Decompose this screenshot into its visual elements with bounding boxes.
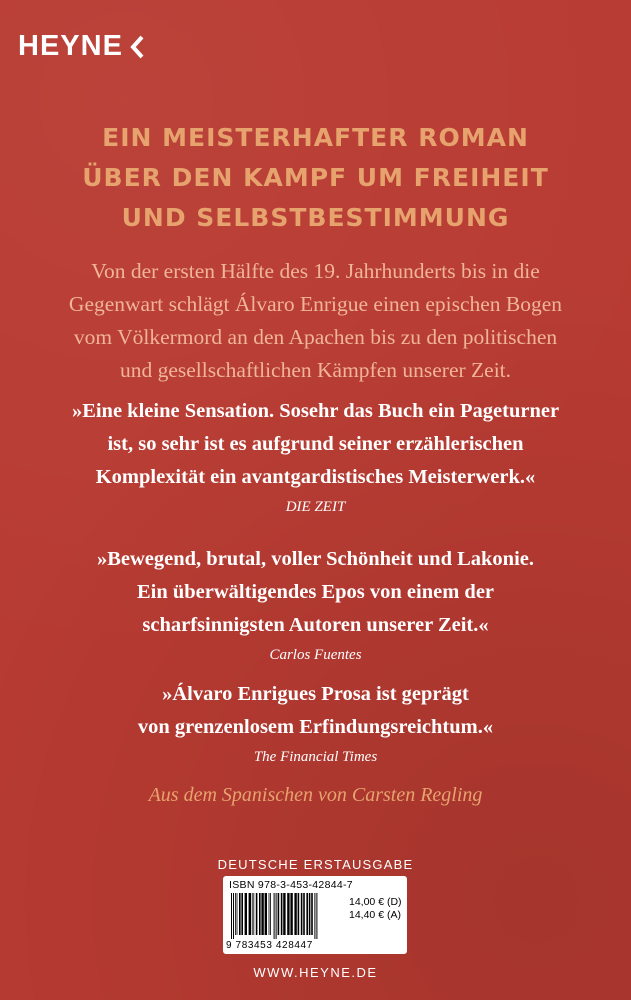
price-germany: 14,00 € (D) — [349, 896, 402, 908]
barcode-bar — [309, 893, 311, 935]
barcode-bar — [281, 893, 283, 935]
price-block — [349, 896, 402, 922]
chevron-left-icon — [129, 35, 145, 59]
quote-line: »Bewegend, brutal, voller Schönheit und Lakonie. — [96, 548, 535, 570]
barcode-bar — [314, 893, 315, 939]
barcode-bar — [252, 893, 253, 935]
publisher-website: WWW.HEYNE.DE — [253, 965, 378, 980]
publisher-logo — [18, 30, 145, 63]
barcode-bar — [261, 893, 263, 935]
price-austria: 14,40 € (A) — [349, 909, 401, 921]
quote-source: Carlos Fuentes — [269, 647, 362, 663]
headline-line: ÜBER DEN KAMPF UM FREIHEIT — [82, 163, 549, 192]
barcode-bar — [301, 893, 303, 935]
blurb-line: Von der ersten Hälfte des 19. Jahrhunderts bis in die — [91, 259, 540, 283]
quote-line: scharfsinnigsten Autoren unserer Zeit.« — [142, 614, 489, 636]
barcode-bar — [256, 893, 258, 935]
quote-source: DIE ZEIT — [285, 499, 346, 515]
barcode-label — [223, 876, 407, 954]
review-quote — [30, 543, 601, 666]
barcode-bar — [239, 893, 241, 935]
barcode-bar — [278, 893, 280, 935]
barcode-bar — [241, 893, 243, 935]
barcode-bar — [235, 893, 236, 935]
review-quote — [30, 678, 601, 768]
barcode-bar — [298, 893, 300, 935]
blurb-line: und gesellschaftlichen Kämpfen unserer Zeit. — [119, 358, 512, 382]
blurb-line: Gegenwart schlägt Álvaro Enrigue einen epischen Bogen — [68, 292, 563, 316]
barcode-bar — [249, 893, 251, 935]
barcode-bar — [245, 893, 247, 935]
barcode-bar — [283, 893, 285, 935]
headline-line: UND SELBSTBESTIMMUNG — [121, 203, 510, 232]
barcode-bar — [276, 893, 277, 939]
barcode-bar — [270, 893, 271, 935]
publisher-logo-text: HEYNE — [18, 30, 123, 62]
blurb — [40, 255, 591, 387]
quote-source: The Financial Times — [253, 749, 378, 765]
barcode-bars — [229, 893, 341, 939]
quote-line: Komplexität ein avantgardistisches Meisterwerk.« — [95, 466, 536, 488]
barcode-bar — [290, 893, 292, 935]
barcode-bar — [237, 893, 238, 935]
quote-line: »Álvaro Enrigues Prosa ist geprägt — [162, 683, 469, 705]
barcode-bar — [287, 893, 289, 935]
edition-label: DEUTSCHE ERSTAUSGABE — [217, 857, 414, 872]
barcode-bar — [303, 893, 305, 935]
review-quote — [30, 395, 601, 518]
quote-line: »Eine kleine Sensation. Sosehr das Buch ein Pageturner — [71, 400, 560, 422]
barcode-bar — [306, 893, 308, 935]
isbn-text: ISBN 978-3-453-42844-7 — [229, 879, 353, 891]
barcode-bar — [265, 893, 267, 935]
barcode-bar — [311, 893, 313, 935]
barcode-digits: 9 783453 428447 — [226, 940, 313, 951]
barcode-bar — [274, 893, 275, 939]
barcode-bar — [269, 893, 270, 935]
quote-line: Ein überwältigendes Epos von einem der — [136, 581, 495, 603]
barcode-bar — [253, 893, 254, 935]
quote-line: von grenzenlosem Erfindungsreichtum.« — [137, 716, 494, 738]
headline — [0, 118, 631, 238]
quote-line: ist, so sehr ist es aufgrund seiner erzählerischen — [107, 433, 524, 455]
headline-line: EIN MEISTERHAFTER ROMAN — [102, 123, 529, 152]
blurb-line: vom Völkermord an den Apachen bis zu den politischen — [73, 325, 558, 349]
barcode-bar — [259, 893, 261, 935]
barcode-bar — [294, 893, 296, 935]
barcode-bar — [231, 893, 232, 939]
translator-credit: Aus dem Spanischen von Carsten Regling — [148, 784, 483, 806]
barcode-bar — [233, 893, 234, 939]
barcode-bar — [316, 893, 317, 939]
